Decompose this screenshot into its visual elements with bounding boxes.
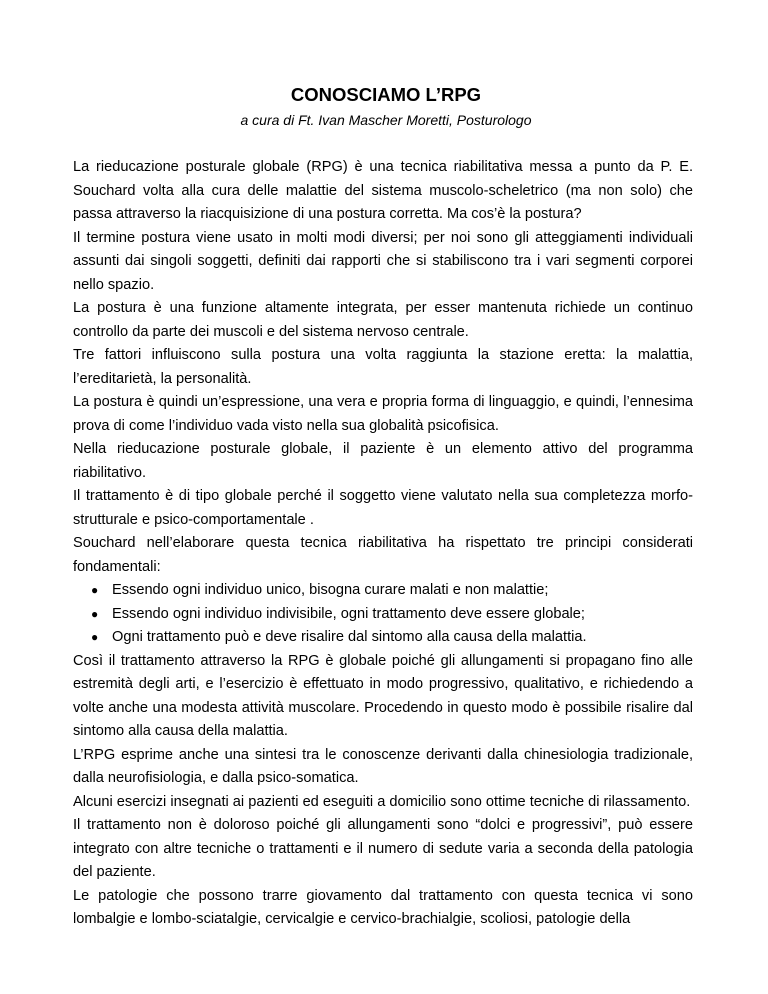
paragraph: Alcuni esercizi insegnati ai pazienti ed eseguiti a domicilio sono ottime tecniche di rilassamento. — [73, 793, 691, 810]
paragraph: Tre fattori influiscono sulla postura una volta raggiunta la stazione eretta: la malattia, l’ereditarietà, la personalità. — [73, 347, 693, 387]
paragraph: Souchard nell’elaborare questa tecnica riabilitativa ha rispettato tre principi considerati fondamentali: — [73, 535, 693, 575]
document-page — [73, 82, 693, 932]
bullet-icon: ● — [91, 583, 99, 597]
paragraph: La postura è una funzione altamente integrata, per esser mantenuta richiede un continuo controllo da parte dei muscoli e del sistema nervoso centrale. — [73, 300, 693, 340]
document-subtitle: a cura di Ft. Ivan Mascher Moretti, Posturologo — [240, 112, 532, 128]
list-item — [73, 603, 693, 627]
paragraph: Il trattamento non è doloroso poiché gli allungamenti sono “dolci e progressivi”, può essere integrato con altre tecniche o trattamenti e il numero di sedute varia a seconda della patologia del paziente. — [73, 817, 693, 880]
paragraph: La postura è quindi un’espressione, una vera e propria forma di linguaggio, e quindi, l’ennesima prova di come l’individuo vada visto nella sua globalità psicofisica. — [73, 394, 693, 434]
list-item — [73, 626, 693, 650]
paragraph: Nella rieducazione posturale globale, il paziente è un elemento attivo del programma riabilitativo. — [73, 441, 693, 481]
list-item-text: Essendo ogni individuo indivisibile, ogni trattamento deve essere globale; — [112, 605, 585, 622]
paragraph: Così il trattamento attraverso la RPG è globale poiché gli allungamenti si propagano fino alle estremità degli arti, e l’esercizio è effettuato in modo progressivo, qualitativo, e richiedendo a volte anche una modesta attività muscolare. Procedendo in questo modo è possibile risalire dal sintomo alla causa della malattia. — [73, 652, 693, 739]
bullet-icon: ● — [91, 606, 99, 621]
bullet-icon: ● — [91, 630, 99, 644]
document-title: CONOSCIAMO L’RPG — [290, 84, 482, 105]
list-item-text: Ogni trattamento può e deve risalire dal sintomo alla causa della malattia. — [112, 629, 587, 645]
paragraph: L’RPG esprime anche una sintesi tra le conoscenze derivanti dalla chinesiologia tradizionale, dalla neurofisiologia, e dalla psico-somatica. — [73, 746, 693, 786]
paragraph: Il termine postura viene usato in molti modi diversi; per noi sono gli atteggiamenti individuali assunti dai singoli soggetti, definiti dai rapporti che si stabiliscono tra i vari segmenti corporei nello spazio. — [73, 229, 693, 293]
paragraph: Il trattamento è di tipo globale perché il soggetto viene valutato nella sua completezza morfo-strutturale e psico-comportamentale . — [73, 488, 693, 528]
paragraph: Le patologie che possono trarre giovamento dal trattamento con questa tecnica vi sono lombalgie e lombo-sciatalgie, cervicalgie e cervico-brachialgie, scoliosi, patologie della — [73, 887, 693, 927]
list-item-text: Essendo ogni individuo unico, bisogna curare malati e non malattie; — [112, 582, 549, 598]
list-item — [73, 579, 693, 603]
paragraph: La rieducazione posturale globale (RPG) è una tecnica riabilitativa messa a punto da P. E. Souchard volta alla cura delle malattie del sistema muscolo-scheletrico (ma non solo) che passa attraverso la riacquisizione di una postura corretta. Ma cos’è la postura? — [73, 159, 693, 222]
principles-list — [73, 579, 693, 650]
document-body — [73, 156, 693, 932]
